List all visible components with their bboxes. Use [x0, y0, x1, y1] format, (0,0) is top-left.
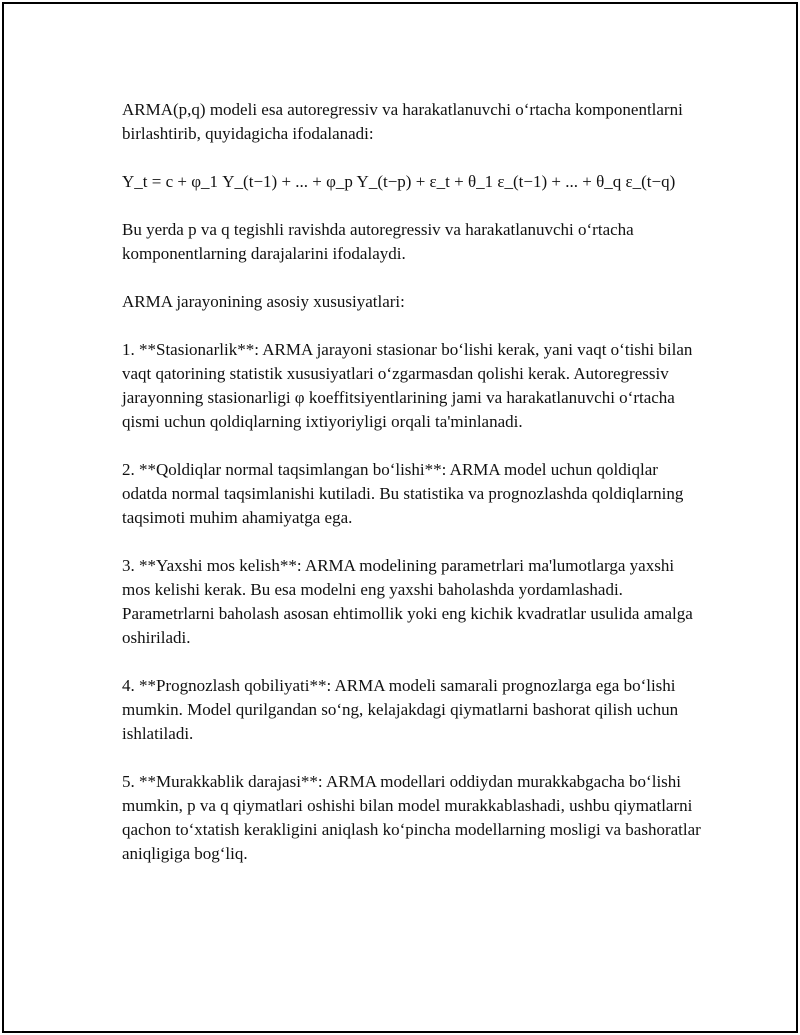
page-frame: [2, 2, 798, 1033]
formula-explanation: Bu yerda p va q tegishli ravishda autoregressiv va harakatlanuvchi o‘rtacha komponentlarning darajalarini ifodalaydi.: [122, 220, 634, 263]
document-body: [122, 98, 702, 890]
property-normal-residuals: 2. **Qoldiqlar normal taqsimlangan bo‘lishi**: ARMA model uchun qoldiqlar odatda normal taqsimlanishi kutiladi. Bu statistika va prognozlashda qoldiqlarning taqsimoti muhim ahamiyatga ega.: [122, 460, 684, 527]
arma-formula: Y_t = c + φ_1 Y_(t−1) + ... + φ_p Y_(t−p) + ε_t + θ_1 ε_(t−1) + ... + θ_q ε_(t−q): [122, 172, 676, 191]
property-forecasting: 4. **Prognozlash qobiliyati**: ARMA modeli samarali prognozlarga ega bo‘lishi mumkin. Model qurilgandan so‘ng, kelajakdagi qiymatlarni bashorat qilish uchun ishlatiladi.: [122, 676, 679, 743]
property-stationarity: 1. **Stasionarlik**: ARMA jarayoni stasionar bo‘lishi kerak, yani vaqt o‘tishi bilan vaqt qatorining statistik xususiyatlari o‘zgarmasdan qolishi kerak. Autoregressiv jarayonning stasionarligi φ koeffitsiyentlarining jami va harakatlanuvchi o‘rtacha qismi uchun qoldiqlarning ixtiyoriyligi orqali ta'minlanadi.: [122, 340, 693, 431]
properties-heading: ARMA jarayonining asosiy xususiyatlari:: [122, 292, 405, 311]
intro-paragraph: ARMA(p,q) modeli esa autoregressiv va harakatlanuvchi o‘rtacha komponentlarni birlashtirib, quyidagicha ifodalanadi:: [122, 100, 683, 143]
property-good-fit: 3. **Yaxshi mos kelish**: ARMA modelining parametrlari ma'lumotlarga yaxshi mos kelishi kerak. Bu esa modelni eng yaxshi baholashda yordamlashadi. Parametrlarni baholash asosan ehtimollik yoki eng kichik kvadratlar usulida amalga oshiriladi.: [122, 556, 693, 647]
property-complexity: 5. **Murakkablik darajasi**: ARMA modellari oddiydan murakkabgacha bo‘lishi mumkin, p va q qiymatlari oshishi bilan model murakkablashadi, ushbu qiymatlarni qachon to‘xtatish kerakligini aniqlash ko‘pincha modellarning mosligi va bashoratlar aniqligiga bog‘liq.: [122, 772, 701, 863]
